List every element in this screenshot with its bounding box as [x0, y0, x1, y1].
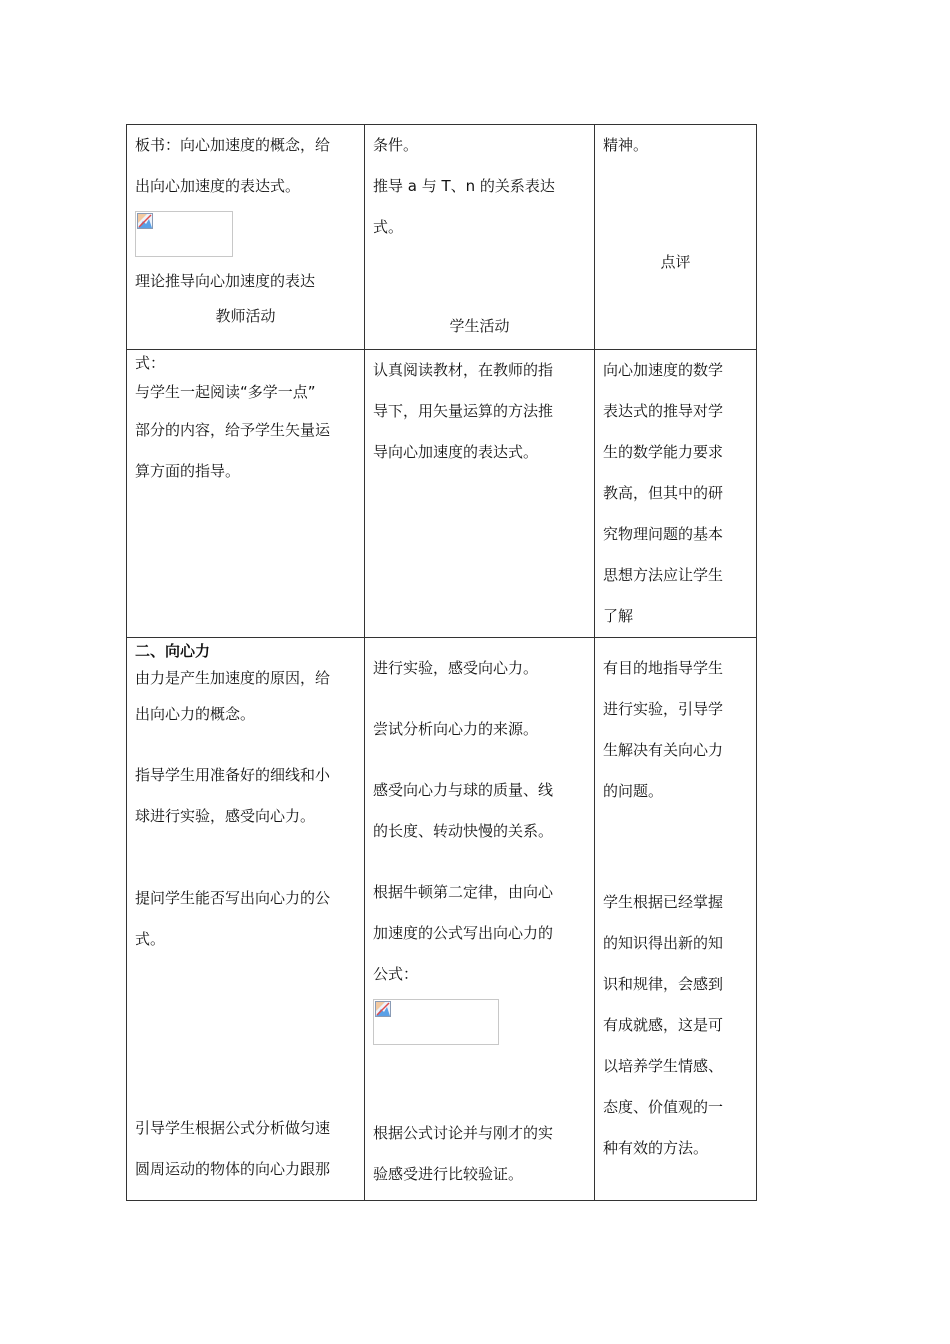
text-line: 圆周运动的物体的向心力跟那: [135, 1160, 331, 1178]
spacer: [603, 166, 748, 242]
text-line: 识和规律，会感到: [603, 975, 724, 993]
text-line: 态度、价值观的一: [603, 1098, 724, 1116]
text-line: 球进行实验，感受向心力。: [135, 807, 316, 825]
comment-cell: [595, 638, 757, 1201]
text-line: 向心加速度的数学: [603, 361, 724, 379]
text-line: 究物理问题的基本: [603, 525, 724, 543]
table-row: [127, 125, 757, 350]
section-heading: 二、向心力: [135, 642, 211, 660]
text-line: 式。: [135, 930, 166, 948]
text-line: 以培养学生情感、: [603, 1057, 724, 1075]
spacer: [135, 837, 356, 878]
column-header-student: 学生活动: [449, 317, 510, 335]
teacher-activity-cell: [127, 125, 365, 350]
text-line: 种有效的方法。: [603, 1139, 709, 1157]
text-line: 验感受进行比较验证。: [373, 1165, 524, 1183]
broken-image-icon: [137, 213, 153, 229]
teacher-activity-cell: [127, 350, 365, 638]
student-activity-cell: [365, 638, 595, 1201]
spacer: [603, 638, 748, 648]
text-line: 思想方法应让学生: [603, 566, 724, 584]
text-line: 指导学生用准备好的细线和小: [135, 766, 331, 784]
text-line: 进行实验，感受向心力。: [373, 659, 539, 677]
text-line: 感受向心力与球的质量、线: [373, 781, 554, 799]
spacer: [135, 960, 356, 1108]
text-line: 导向心加速度的表达式。: [373, 443, 539, 461]
text-line: 由力是产生加速度的原因，给: [135, 669, 331, 687]
column-header-teacher: 教师活动: [215, 307, 276, 325]
column-header-comment: 点评: [660, 253, 691, 271]
text-line: 的长度、转动快慢的关系。: [373, 822, 554, 840]
text-line: 表达式的推导对学: [603, 402, 724, 420]
spacer: [373, 248, 586, 306]
text-line: 引导学生根据公式分析做匀速: [135, 1119, 331, 1137]
text-line: 教高，但其中的研: [603, 484, 724, 502]
broken-image-icon: [375, 1001, 391, 1017]
formula-image-placeholder: [373, 999, 499, 1045]
formula-image-placeholder: [135, 211, 233, 257]
spacer: [603, 812, 748, 882]
text-line: 出向心力的概念。: [135, 705, 256, 723]
comment-cell: [595, 350, 757, 638]
spacer: [373, 1049, 586, 1113]
comment-cell: [595, 125, 757, 350]
text-line: 条件。: [373, 136, 419, 154]
text-line: 板书：向心加速度的概念，给: [135, 136, 331, 154]
text-line: 生的数学能力要求: [603, 443, 724, 461]
text-line: 与学生一起阅读“多学一点”: [135, 383, 316, 401]
table-row: [127, 350, 757, 638]
text-line: 根据公式讨论并与刚才的实: [373, 1124, 554, 1142]
text-line: 根据牛顿第二定律，由向心: [373, 883, 554, 901]
text-line: 了解: [603, 607, 634, 625]
lesson-plan-table: [126, 124, 757, 1201]
text-line: 算方面的指导。: [135, 462, 241, 480]
spacer: [373, 750, 586, 770]
text-line: 公式：: [373, 965, 419, 983]
text-line: 有成就感，这是可: [603, 1016, 724, 1034]
text-line: 的知识得出新的知: [603, 934, 724, 952]
text-line: 的问题。: [603, 782, 664, 800]
text-line: 提问学生能否写出向心力的公: [135, 889, 331, 907]
text-line: 导下，用矢量运算的方法推: [373, 402, 554, 420]
text-line: 式：: [135, 354, 166, 372]
spacer: [135, 735, 356, 755]
spacer: [373, 638, 586, 648]
text-line: 式。: [373, 218, 404, 236]
text-line: 尝试分析向心力的来源。: [373, 720, 539, 738]
text-line: 加速度的公式写出向心力的: [373, 924, 554, 942]
spacer: [373, 852, 586, 872]
text-line: 理论推导向心加速度的表达: [135, 272, 316, 290]
text-line: 认真阅读教材，在教师的指: [373, 361, 554, 379]
text-line: 推导 a 与 T、n 的关系表达: [373, 177, 555, 195]
text-line: 部分的内容，给予学生矢量运: [135, 421, 331, 439]
text-line: 出向心加速度的表达式。: [135, 177, 301, 195]
table-row: [127, 638, 757, 1201]
text-line: 有目的地指导学生: [603, 659, 724, 677]
student-activity-cell: [365, 125, 595, 350]
text-line: 精神。: [603, 136, 649, 154]
student-activity-cell: [365, 350, 595, 638]
text-line: 进行实验，引导学: [603, 700, 724, 718]
spacer: [373, 689, 586, 709]
text-line: 生解决有关向心力: [603, 741, 724, 759]
teacher-activity-cell: [127, 638, 365, 1201]
text-line: 学生根据已经掌握: [603, 893, 724, 911]
